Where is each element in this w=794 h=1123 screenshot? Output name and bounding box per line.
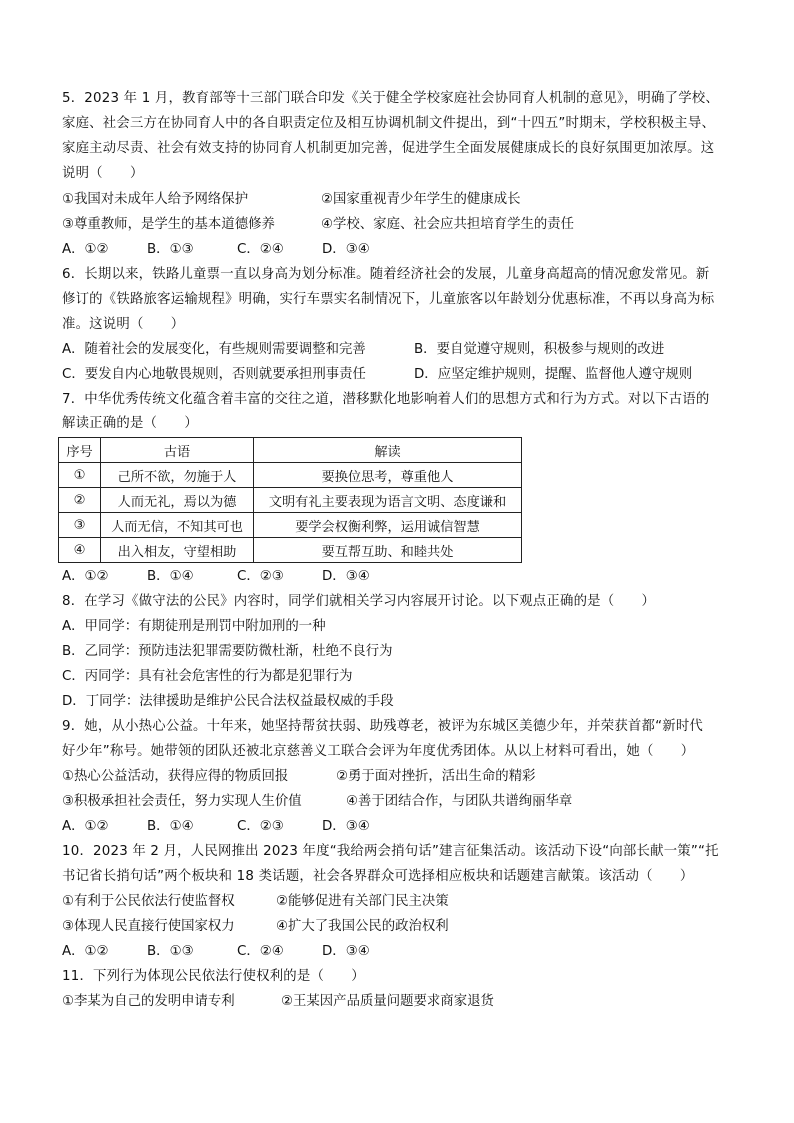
statement-item: ①我国对未成年人给予网络保护 — [62, 192, 249, 207]
statement-item: ③尊重教师，是学生的基本道德修养 — [62, 217, 275, 232]
statement-item: ④扩大了我国公民的政治权利 — [276, 919, 449, 934]
answer-choice: C．丙同学：具有社会危害性的行为都是犯罪行为 — [62, 669, 353, 684]
question-text: 11．下列行为体现公民依法行使权利的是（ ） — [62, 969, 365, 984]
answer-choice: C．②③ — [237, 819, 284, 834]
answer-choice: C．②④ — [237, 242, 284, 257]
column-header: 解读 — [254, 438, 522, 463]
question-text: 修订的《铁路旅客运输规程》明确，实行车票实名制情况下，儿童旅客以年龄划分优惠标准，不再以身高为标 — [62, 292, 715, 307]
answer-choice: C．②④ — [237, 944, 284, 959]
column-header: 古语 — [101, 438, 254, 463]
statement-item: ②能够促进有关部门民主决策 — [276, 894, 449, 909]
column-header: 序号 — [59, 438, 101, 463]
table-cell: 人而无礼，焉以为德 — [101, 488, 254, 513]
table-header-row — [59, 438, 522, 463]
question-text: 5．2023 年 1 月，教育部等十三部门联合印发《关于健全学校家庭社会协同育人机制的意见》，明确了学校、 — [62, 91, 719, 106]
answer-choice: A．①② — [62, 242, 109, 257]
statement-item: ①有利于公民依法行使监督权 — [62, 894, 235, 909]
answer-choice: C．要发自内心地敬畏规则，否则就要承担刑事责任 — [62, 367, 366, 382]
answer-choice: B．①③ — [147, 944, 194, 959]
answer-choice: B．①④ — [147, 569, 194, 584]
statement-item: ②王某因产品质量问题要求商家退货 — [281, 994, 494, 1009]
answer-choice: D．丁同学：法律援助是维护公民合法权益最权威的手段 — [62, 694, 394, 709]
answer-choice: A．随着社会的发展变化，有些规则需要调整和完善 — [62, 342, 366, 357]
table-cell: ① — [59, 463, 101, 488]
question-text: 解读正确的是（ ） — [62, 416, 198, 431]
question-text: 6．长期以来，铁路儿童票一直以身高为划分标准。随着经济社会的发展，儿童身高超高的情况愈发常见。新 — [62, 267, 710, 282]
answer-choice: A．①② — [62, 819, 109, 834]
question-text: 书记省长捎句话”两个板块和 18 类话题，社会各界群众可选择相应板块和话题建言献策。该活动（ ） — [62, 869, 694, 884]
table-cell: ② — [59, 488, 101, 513]
question-text: 说明（ ） — [62, 166, 144, 181]
statement-item: ③积极承担社会责任，努力实现人生价值 — [62, 794, 302, 809]
table-row — [59, 463, 522, 488]
answer-choice: B．①③ — [147, 242, 194, 257]
question-text: 10．2023 年 2 月，人民网推出 2023 年度“我给两会捎句话”建言征集活动。该活动下设“向部长献一策”“托 — [62, 844, 719, 859]
table-cell: 出入相友，守望相助 — [101, 538, 254, 563]
table-cell: 要学会权衡利弊，运用诚信智慧 — [254, 513, 522, 538]
answer-choice: B．①④ — [147, 819, 194, 834]
answer-choice: D．③④ — [322, 242, 370, 257]
table-cell: 文明有礼主要表现为语言文明、态度谦和 — [254, 488, 522, 513]
table-cell: 己所不欲，勿施于人 — [101, 463, 254, 488]
question-text: 好少年”称号。她带领的团队还被北京慈善义工联合会评为年度优秀团体。从以上材料可看出，她（ ） — [62, 744, 695, 759]
statement-item: ②国家重视青少年学生的健康成长 — [321, 192, 521, 207]
answer-choice: A．①② — [62, 944, 109, 959]
statement-item: ①李某为自己的发明申请专利 — [62, 994, 235, 1009]
statement-item: ②勇于面对挫折，活出生命的精彩 — [336, 769, 536, 784]
statement-item: ④学校、家庭、社会应共担培育学生的责任 — [321, 217, 575, 232]
table-row — [59, 538, 522, 563]
interpretation-table — [58, 437, 522, 563]
answer-choice: C．②③ — [237, 569, 284, 584]
table-cell: 人而无信，不知其可也 — [101, 513, 254, 538]
question-text: 7．中华优秀传统文化蕴含着丰富的交往之道，潜移默化地影响着人们的思想方式和行为方式。对以下古语的 — [62, 392, 710, 407]
answer-choice: D．③④ — [322, 569, 370, 584]
question-text: 9．她，从小热心公益。十年来，她坚持帮贫扶弱、助残尊老，被评为东城区美德少年，并荣获首都“新时代 — [62, 719, 704, 734]
table-cell: 要换位思考，尊重他人 — [254, 463, 522, 488]
answer-choice: D．③④ — [322, 944, 370, 959]
question-text: 家庭、社会三方在协同育人中的各自职责定位及相互协调机制文件提出，到“十四五”时期末，学校积极主导、 — [62, 116, 716, 131]
table-cell: 要互帮互助、和睦共处 — [254, 538, 522, 563]
statement-item: ④善于团结合作，与团队共谱绚丽华章 — [346, 794, 573, 809]
answer-choice: A．①② — [62, 569, 109, 584]
statement-item: ①热心公益活动，获得应得的物质回报 — [62, 769, 289, 784]
statement-item: ③体现人民直接行使国家权力 — [62, 919, 235, 934]
answer-choice: B．乙同学：预防违法犯罪需要防微杜渐，杜绝不良行为 — [62, 644, 393, 659]
table-cell: ③ — [59, 513, 101, 538]
question-text: 准。这说明（ ） — [62, 317, 185, 332]
answer-choice: B．要自觉遵守规则，积极参与规则的改进 — [414, 342, 665, 357]
question-text: 8．在学习《做守法的公民》内容时，同学们就相关学习内容展开讨论。以下观点正确的是（ ） — [62, 594, 656, 609]
table-row — [59, 513, 522, 538]
table-cell: ④ — [59, 538, 101, 563]
question-text: 家庭主动尽责、社会有效支持的协同育人机制更加完善，促进学生全面发展健康成长的良好氛围更加浓厚。这 — [62, 141, 715, 156]
table-row — [59, 488, 522, 513]
answer-choice: D．应坚定维护规则，提醒、监督他人遵守规则 — [414, 367, 693, 382]
answer-choice: D．③④ — [322, 819, 370, 834]
answer-choice: A．甲同学：有期徒刑是刑罚中附加刑的一种 — [62, 619, 326, 634]
